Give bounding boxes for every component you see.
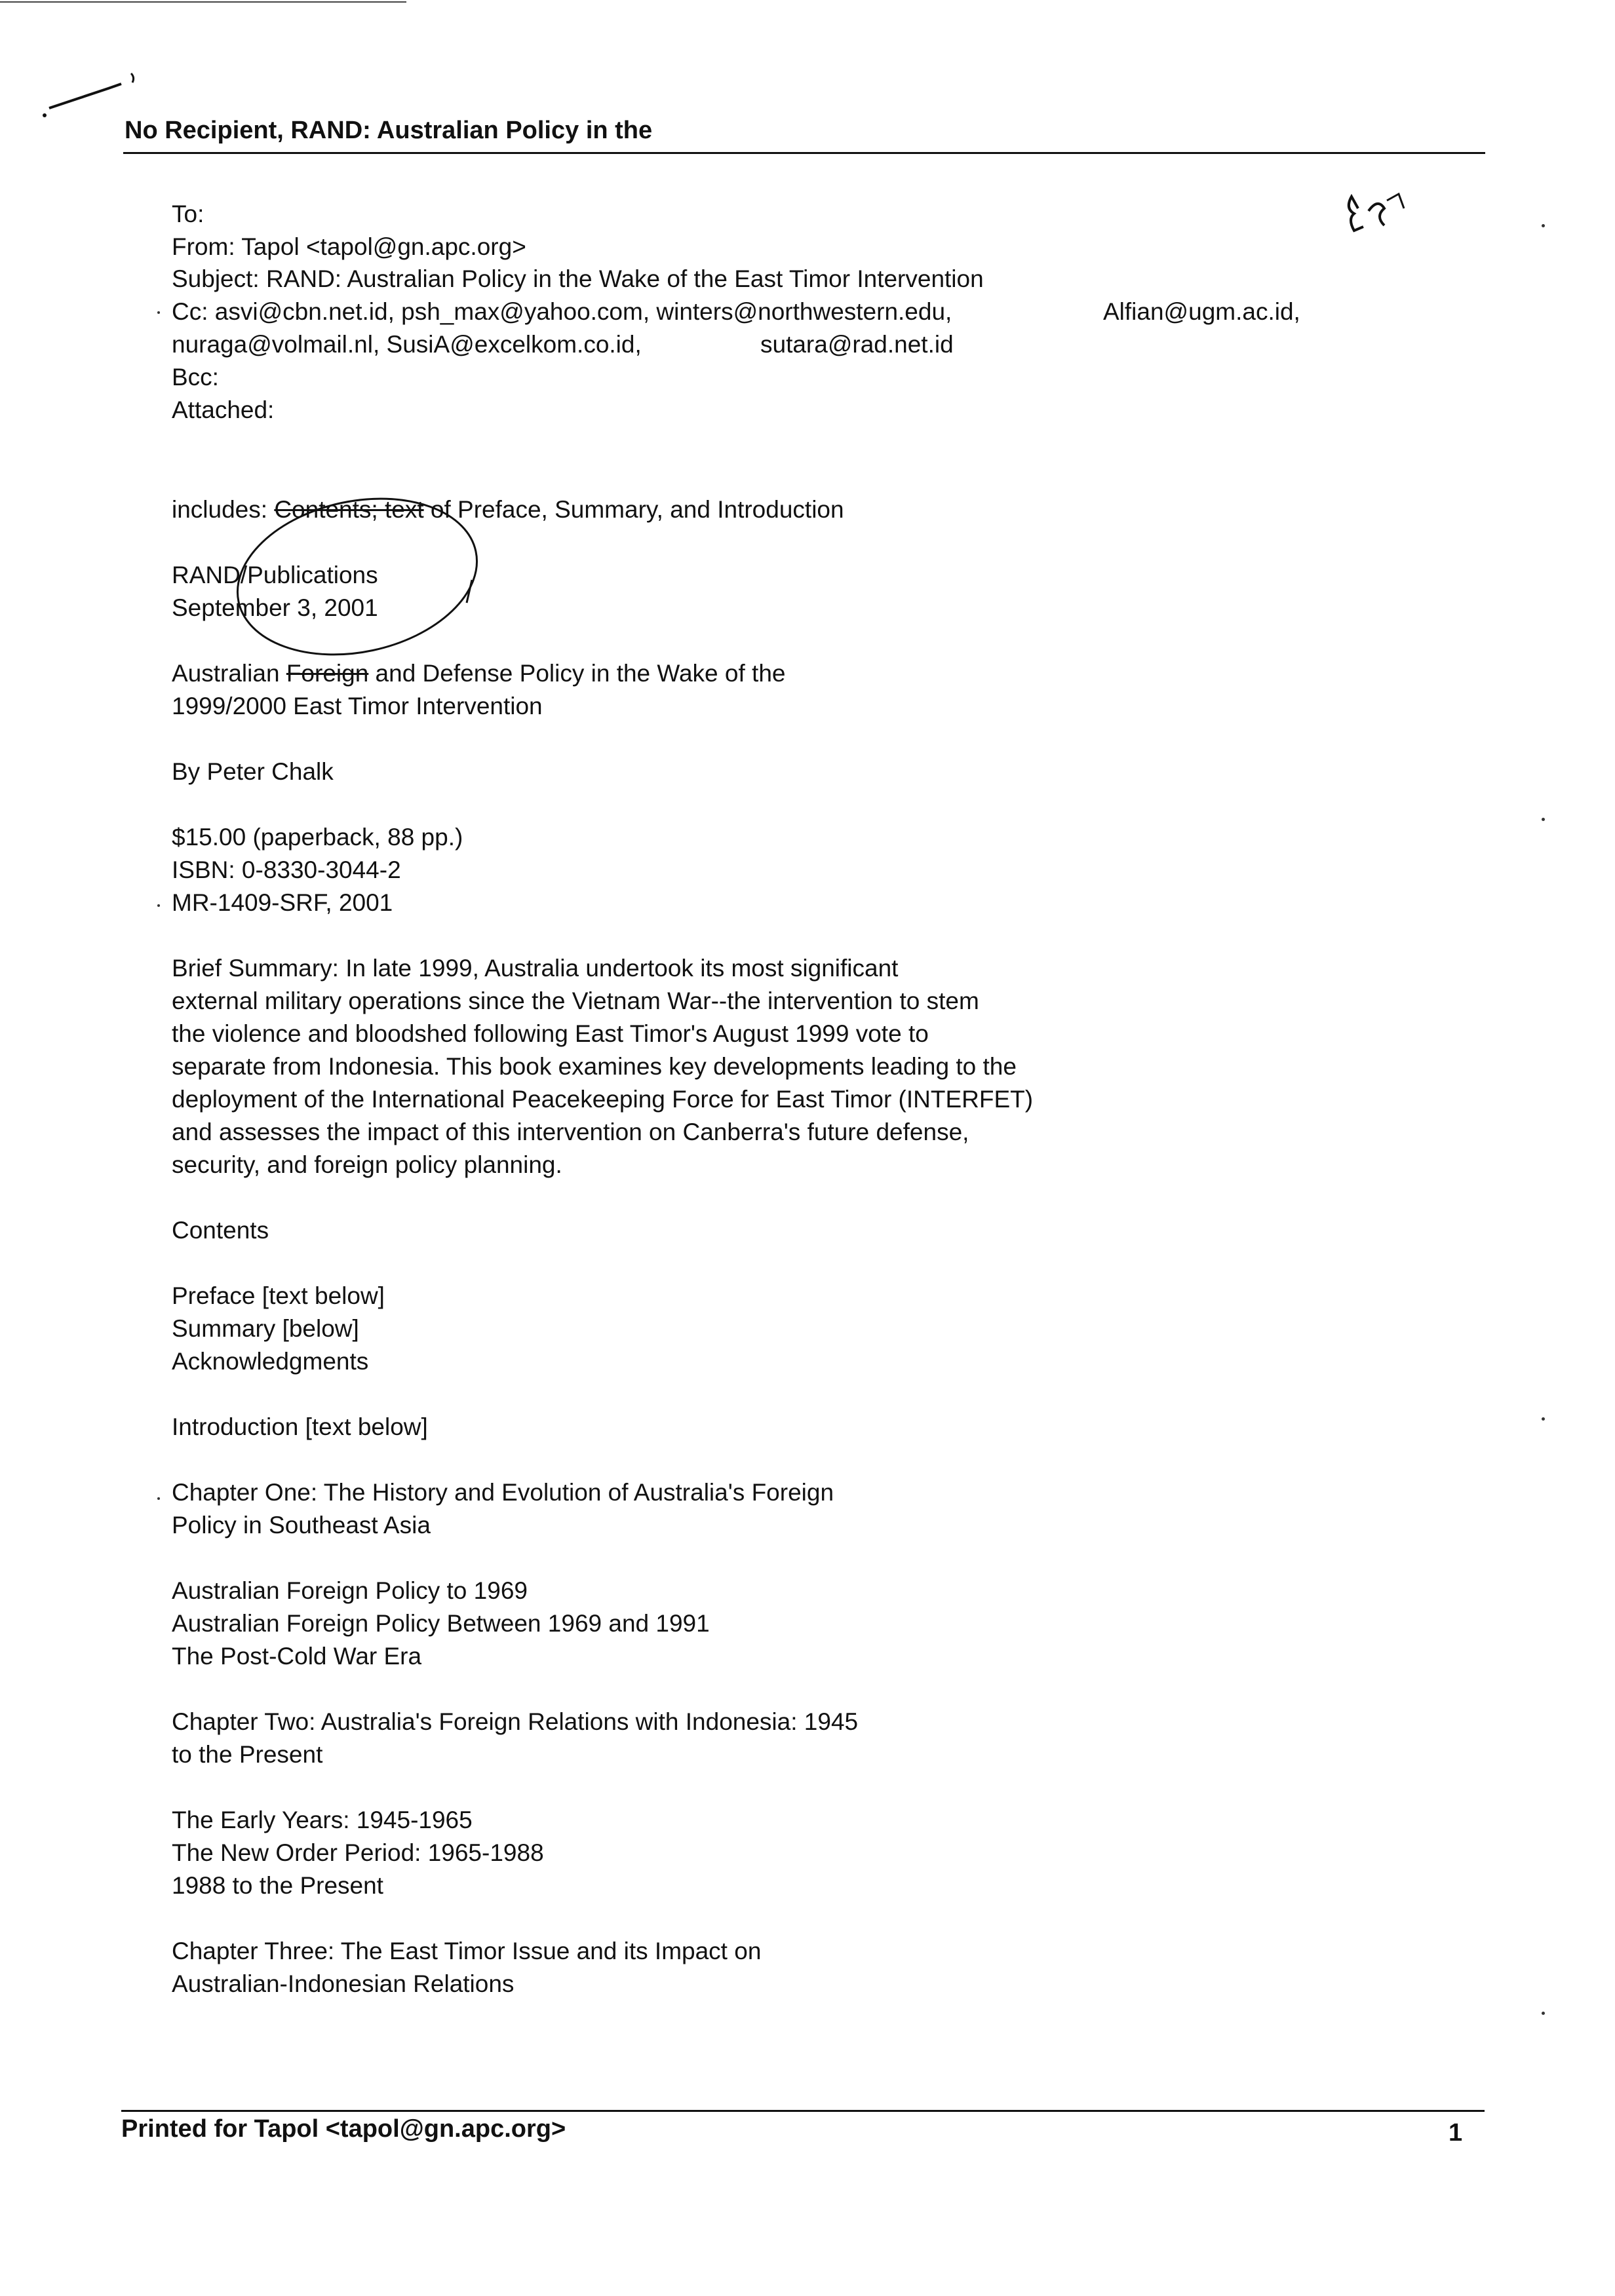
publication-date: September 3, 2001	[172, 594, 378, 621]
chapter-two-heading: Chapter Two: Australia's Foreign Relations with Indonesia: 1945	[172, 1708, 859, 1735]
contents-item: Summary [below]	[172, 1315, 359, 1342]
chapter-three-heading: Chapter Three: The East Timor Issue and its Impact on	[172, 1938, 762, 1964]
book-title-struck: Foreign	[286, 660, 369, 687]
summary-line: deployment of the International Peacekeeping Force for East Timor (INTERFET)	[172, 1086, 1034, 1113]
chapter-one-section: Australian Foreign Policy to 1969	[172, 1577, 528, 1604]
author: By Peter Chalk	[172, 758, 334, 785]
contents-introduction: Introduction [text below]	[172, 1413, 428, 1440]
chapter-one-section: The Post-Cold War Era	[172, 1643, 422, 1670]
contents-item: Preface [text below]	[172, 1282, 385, 1309]
contents-heading: Contents	[172, 1217, 269, 1244]
chapter-two-section: The New Order Period: 1965-1988	[172, 1839, 544, 1866]
email-cc-line2-extra: sutara@rad.net.id	[760, 331, 954, 358]
chapter-two-heading-cont: to the Present	[172, 1741, 323, 1768]
chapter-one-heading-cont: Policy in Southeast Asia	[172, 1512, 431, 1539]
handwritten-initials-icon	[1349, 194, 1404, 231]
pen-stroke-circle-tail	[467, 580, 472, 603]
summary-line: and assesses the impact of this intervention on Canberra's future defense,	[172, 1119, 969, 1145]
book-title-line2: 1999/2000 East Timor Intervention	[172, 693, 543, 719]
scan-speck	[1542, 1417, 1545, 1421]
chapter-one-heading: Chapter One: The History and Evolution of Australia's Foreign	[172, 1479, 834, 1506]
chapter-one-section: Australian Foreign Policy Between 1969 and 1991	[172, 1610, 710, 1637]
summary-line: separate from Indonesia. This book examines key developments leading to the	[172, 1053, 1017, 1080]
pen-dot	[43, 113, 47, 117]
header-rule	[123, 152, 1485, 154]
footer-printed-for: Printed for Tapol <tapol@gn.apc.org>	[121, 2115, 566, 2143]
includes-prefix: includes:	[172, 496, 275, 523]
pen-stroke-comma	[131, 73, 134, 83]
summary-line: Brief Summary: In late 1999, Australia undertook its most significant	[172, 955, 899, 982]
book-title-line1	[172, 657, 785, 690]
email-cc-line2: nuraga@volmail.nl, SusiA@excelkom.co.id,	[172, 331, 642, 358]
footer-rule	[121, 2110, 1485, 2112]
summary-line: the violence and bloodshed following East Timor's August 1999 vote to	[172, 1020, 929, 1047]
email-attached: Attached:	[172, 396, 275, 423]
scan-top-edge	[0, 1, 406, 3]
publisher: RAND/Publications	[172, 562, 378, 588]
book-title-prefix: Australian	[172, 660, 286, 687]
book-title-suffix: and Defense Policy in the Wake of the	[368, 660, 786, 687]
email-from: From: Tapol <tapol@gn.apc.org>	[172, 233, 526, 260]
scan-speck	[1542, 818, 1545, 821]
summary-line: security, and foreign policy planning.	[172, 1151, 562, 1178]
email-subject: Subject: RAND: Australian Policy in the Wake of the East Timor Intervention	[172, 265, 984, 292]
isbn: ISBN: 0-8330-3044-2	[172, 856, 401, 883]
includes-suffix: of Preface, Summary, and Introduction	[423, 496, 844, 523]
scan-speck	[1542, 224, 1545, 227]
chapter-three-heading-cont: Australian-Indonesian Relations	[172, 1970, 515, 1997]
scan-speck	[157, 904, 160, 907]
chapter-two-section: 1988 to the Present	[172, 1872, 383, 1899]
summary-line: external military operations since the Vietnam War--the intervention to stem	[172, 987, 979, 1014]
email-cc-line1: Cc: asvi@cbn.net.id, psh_max@yahoo.com, winters@northwestern.edu,	[172, 298, 952, 325]
scan-speck	[1542, 2012, 1545, 2015]
email-cc-line1-extra: Alfian@ugm.ac.id,	[1103, 298, 1300, 325]
price: $15.00 (paperback, 88 pp.)	[172, 824, 463, 851]
includes-line	[172, 493, 844, 526]
email-to: To:	[172, 201, 204, 227]
contents-item: Acknowledgments	[172, 1348, 369, 1375]
chapter-two-section: The Early Years: 1945-1965	[172, 1807, 473, 1833]
page-number: 1	[1449, 2119, 1463, 2147]
email-bcc: Bcc:	[172, 364, 219, 391]
scan-speck	[157, 1497, 160, 1500]
report-number: MR-1409-SRF, 2001	[172, 889, 393, 916]
page-title: No Recipient, RAND: Australian Policy in the	[125, 117, 653, 144]
pen-stroke-mark	[49, 84, 121, 108]
includes-struck: Contents; text	[274, 496, 424, 523]
scan-speck	[157, 311, 160, 314]
